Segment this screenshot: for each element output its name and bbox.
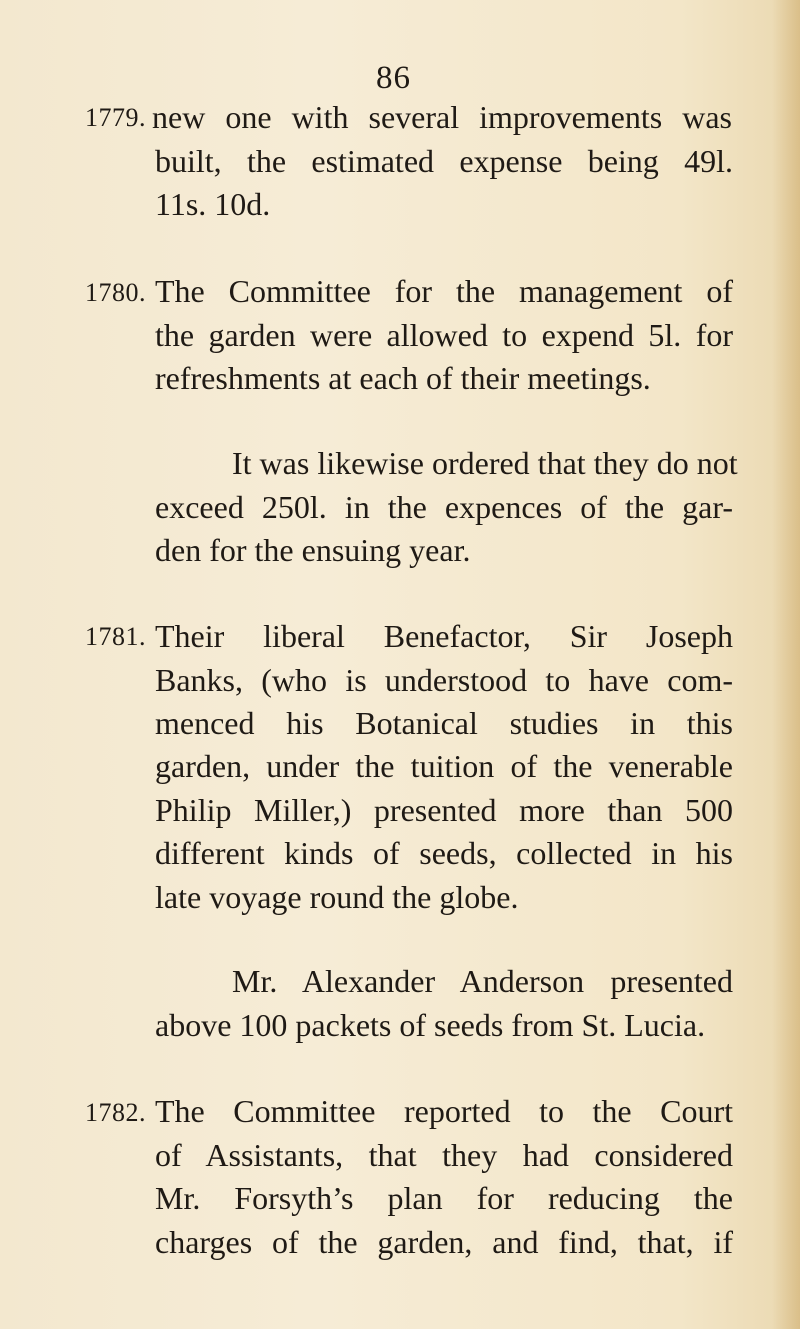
entry-line: Mr. Forsyth’s plan for reducing the [155, 1180, 733, 1216]
entry-year-1782: 1782. [85, 1098, 146, 1127]
entry-year-1780: 1780. [85, 278, 146, 307]
entry-line: It was likewise ordered that they do not [232, 445, 738, 481]
entry-line: exceed 250l. in the expences of the gar- [155, 489, 733, 525]
entry-line: garden, under the tuition of the venerable [155, 748, 733, 784]
page-number: 86 [376, 60, 411, 96]
entry-line: late voyage round the globe. [155, 879, 519, 915]
entry-line: the garden were allowed to expend 5l. for [155, 317, 733, 353]
entry-line: built, the estimated expense being 49l. [155, 143, 733, 179]
entry-line: Mr. Alexander Anderson presented [232, 963, 733, 999]
entry-year-1779: 1779. [85, 103, 146, 132]
entry-line: 11s. 10d. [155, 186, 271, 222]
entry-year-1781: 1781. [85, 622, 146, 651]
page-edge-shadow [772, 0, 800, 1329]
entry-line: charges of the garden, and find, that, if [155, 1224, 733, 1260]
entry-line: Philip Miller,) presented more than 500 [155, 792, 733, 828]
entry-line: Their liberal Benefactor, Sir Joseph [155, 618, 733, 654]
entry-line: new one with several improvements was [152, 99, 732, 135]
entry-line: Banks, (who is understood to have com- [155, 662, 733, 698]
entry-line: menced his Botanical studies in this [155, 705, 733, 741]
entry-line: different kinds of seeds, collected in his [155, 835, 733, 871]
entry-line: of Assistants, that they had considered [155, 1137, 733, 1173]
entry-line: The Committee for the management of [155, 273, 733, 309]
entry-line: refreshments at each of their meetings. [155, 360, 651, 396]
entry-line: above 100 packets of seeds from St. Lucia. [155, 1007, 706, 1043]
entry-line: The Committee reported to the Court [155, 1093, 733, 1129]
entry-line: den for the ensuing year. [155, 532, 471, 568]
